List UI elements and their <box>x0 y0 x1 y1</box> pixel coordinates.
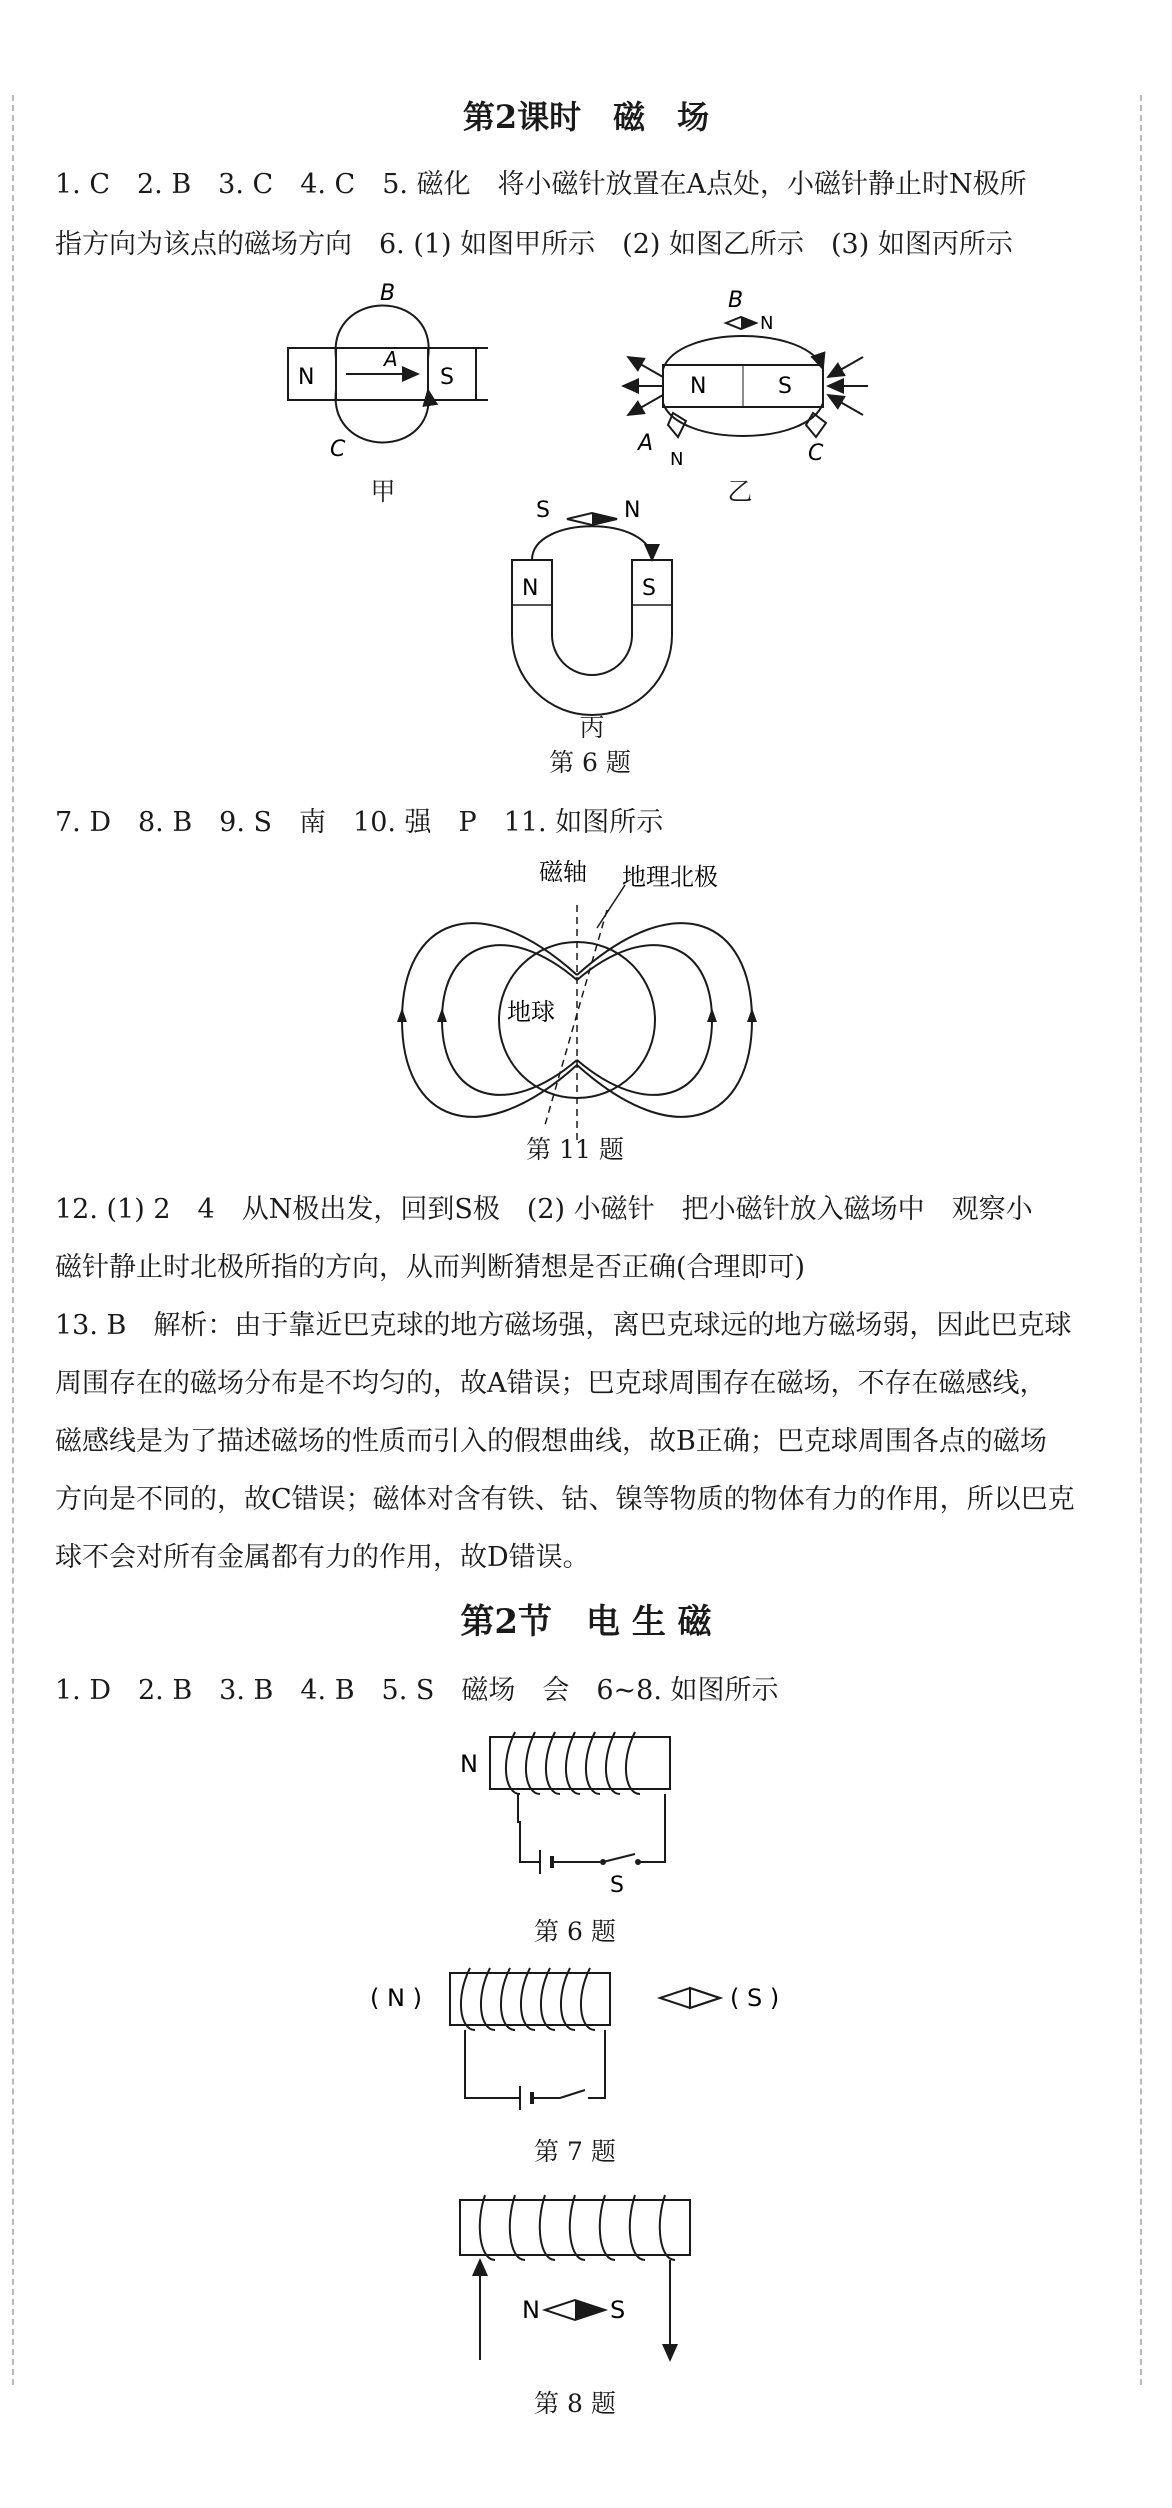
q8-core <box>460 2200 690 2255</box>
yi-s-label: S <box>778 374 792 399</box>
q7-core <box>450 1973 610 2025</box>
q6-switch <box>603 1854 635 1862</box>
q6-circuit-caption: 第 6 题 <box>534 1917 616 1946</box>
s1-line10: 球不会对所有金属都有力的作用，故D错误。 <box>55 1542 590 1573</box>
figure-bing <box>512 495 672 695</box>
figure-q7 <box>370 1968 810 2108</box>
yi-caption: 乙 <box>727 477 753 506</box>
s1-line6: 13. B 解析：由于靠近巴克球的地方磁场强，离巴克球远的地方磁场弱，因此巴克球 <box>55 1310 1072 1341</box>
axis-label: 磁轴 <box>539 858 587 886</box>
figure-earth <box>397 850 777 1150</box>
q7-caption: 第 7 题 <box>534 2137 616 2166</box>
q7-left-label: ( N ) <box>370 1984 422 2012</box>
q7-switch <box>560 2090 585 2098</box>
yi-a-label: A <box>638 431 654 456</box>
s1-line7: 周围存在的磁场分布是不均匀的，故A错误；巴克球周围存在磁场，不存在磁感线， <box>55 1368 1047 1399</box>
figure-q6 <box>460 1732 680 1898</box>
yi-n-label: N <box>690 374 707 399</box>
bing-s-label: S <box>642 576 656 601</box>
jia-n-label: N <box>298 365 315 390</box>
q6-switch-label: S <box>610 1873 624 1898</box>
yi-needle-n-label: N <box>760 313 774 334</box>
jia-b-label: B <box>380 281 396 306</box>
section1-title: 第2课时 磁 场 <box>462 98 710 136</box>
yi-needle-a <box>668 413 686 437</box>
bing-n-label: N <box>522 576 539 601</box>
figure-q8 <box>460 2190 720 2370</box>
bing-caption: 丙 <box>579 713 605 742</box>
q8-s-label: S <box>610 2296 626 2324</box>
jia-field-line-bottom <box>336 390 429 443</box>
jia-caption: 甲 <box>370 477 396 506</box>
q8-coil <box>480 2195 675 2260</box>
earth-label: 地球 <box>507 998 555 1026</box>
section2-title: 第2节 电 生 磁 <box>460 1602 712 1642</box>
q7-coil <box>461 1968 595 2030</box>
jia-field-line-top <box>336 306 429 359</box>
q6-core <box>490 1737 670 1789</box>
jia-s-label: S <box>440 365 454 390</box>
jia-a-label: A <box>384 347 398 371</box>
right-margin-line <box>1140 95 1142 2385</box>
s1-line4: 12. (1) 2 4 从N极出发，回到S极 (2) 小磁针 把小磁针放入磁场中 观察小 <box>55 1194 1033 1225</box>
q6-n-label: N <box>460 1750 478 1778</box>
s1-line9: 方向是不同的，故C错误；磁体对含有铁、钴、镍等物质的物体有力的作用，所以巴克 <box>55 1484 1075 1515</box>
figure-jia <box>288 278 508 462</box>
s1-line8: 磁感线是为了描述磁场的性质而引入的假想曲线，故B正确；巴克球周围各点的磁场 <box>55 1426 1047 1457</box>
s1-line3: 7. D 8. B 9. S 南 10. 强 P 11. 如图所示 <box>55 807 664 838</box>
s1-line1: 1. C 2. B 3. C 4. C 5. 磁化 将小磁针放置在A点处，小磁针静止时N极所 <box>55 169 1027 200</box>
q8-caption: 第 8 题 <box>534 2389 616 2418</box>
left-margin-line <box>12 95 14 2385</box>
q6-coil <box>506 1732 640 1794</box>
s2-line1: 1. D 2. B 3. B 4. B 5. S 磁场 会 6~8. 如图所示 <box>55 1675 779 1706</box>
yi-needle-c <box>806 413 826 437</box>
bing-needle-n-label: N <box>624 498 641 523</box>
yi-b-label: B <box>728 288 744 313</box>
yi-c-label: C <box>808 441 824 466</box>
q7-right-label: ( S ) <box>730 1984 780 2012</box>
earth-field-right-inner <box>577 945 712 1095</box>
q6-caption: 第 6 题 <box>549 748 631 777</box>
yi-a-n-label: N <box>670 449 684 470</box>
jia-c-label: C <box>330 437 346 462</box>
earth-field-right-outer <box>577 923 752 1117</box>
figure-yi <box>618 285 878 475</box>
geo-north-label: 地理北极 <box>622 863 718 891</box>
q8-n-label: N <box>522 2296 540 2324</box>
bing-field-line <box>532 526 652 560</box>
bing-needle-s-label: S <box>536 498 550 523</box>
q11-caption: 第 11 题 <box>526 1135 624 1164</box>
s1-line2: 指方向为该点的磁场方向 6. (1) 如图甲所示 (2) 如图乙所示 (3) 如图丙所示 <box>55 229 1013 260</box>
s1-line5: 磁针静止时北极所指的方向，从而判断猜想是否正确(合理即可) <box>55 1252 806 1283</box>
